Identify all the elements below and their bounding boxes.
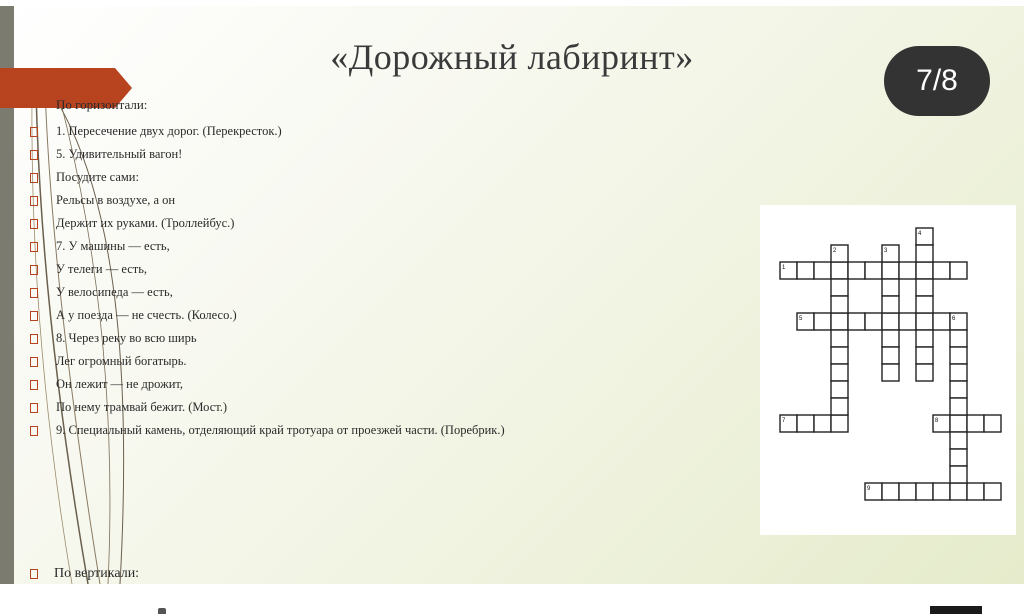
bullet-icon <box>30 219 38 229</box>
crossword-cell <box>848 262 865 279</box>
crossword-cell <box>831 381 848 398</box>
list-item-text: По нему трамвай бежит. (Мост.) <box>56 400 228 414</box>
bullet-icon <box>30 196 38 206</box>
list-item <box>30 396 505 419</box>
crossword-cell <box>899 262 916 279</box>
crossword-cell <box>882 364 899 381</box>
bottom-strip <box>0 584 1024 614</box>
crossword-cell <box>933 313 950 330</box>
crossword-cell <box>950 330 967 347</box>
list-item-text: 5. Удивительный вагон! <box>56 147 183 161</box>
crossword-image <box>760 205 1016 535</box>
list-item-text: 8. Через реку во всю ширь <box>56 331 197 345</box>
bullet-icon <box>30 403 38 413</box>
crossword-cell <box>916 313 933 330</box>
crossword-cell <box>848 313 865 330</box>
bullet-icon <box>30 173 38 183</box>
bullet-icon <box>30 311 38 321</box>
bullet-icon <box>30 288 38 298</box>
crossword-cell <box>899 483 916 500</box>
crossword-cell <box>950 262 967 279</box>
crossword-cell <box>831 279 848 296</box>
bullet-icon <box>30 426 38 436</box>
bullet-icon <box>30 380 38 390</box>
crossword-cell <box>950 364 967 381</box>
crossword-cell <box>797 415 814 432</box>
crossword-cell <box>950 432 967 449</box>
slide <box>0 6 1024 584</box>
list-item <box>30 120 505 143</box>
list-item-text: А у поезда — не счесть. (Колесо.) <box>56 308 237 322</box>
slide-title: «Дорожный лабиринт» <box>330 37 694 77</box>
list-item-text: 1. Пересечение двух дорог. (Перекресток.) <box>56 124 282 138</box>
bullet-icon <box>30 357 38 367</box>
list-item-text: Держит их руками. (Троллейбус.) <box>56 216 235 230</box>
list-item-text: Лег огромный богатырь. <box>56 354 187 368</box>
crossword-cell <box>967 415 984 432</box>
crossword-clue-number: 4 <box>918 231 922 237</box>
crossword-cell <box>882 262 899 279</box>
crossword-cell <box>916 296 933 313</box>
crossword-cell <box>899 313 916 330</box>
list-item-text: Он лежит — не дрожит, <box>56 377 184 391</box>
list-item-text: У велосипеда — есть, <box>56 285 173 299</box>
crossword-cell <box>916 279 933 296</box>
crossword-cell <box>882 347 899 364</box>
crossword-cell <box>984 415 1001 432</box>
crossword-cell <box>831 330 848 347</box>
crossword-cell <box>916 483 933 500</box>
crossword-cell <box>814 313 831 330</box>
crossword-cell <box>831 313 848 330</box>
crossword-cell <box>916 262 933 279</box>
crossword-cell <box>831 296 848 313</box>
crossword-cell <box>916 364 933 381</box>
list-item-text: Рельсы в воздухе, а он <box>56 193 176 207</box>
vertical-heading-row <box>30 566 139 582</box>
list-item-text: 9. Специальный камень, отделяющий край тротуара от проезжей части. (Поребрик.) <box>56 423 505 437</box>
crossword-cell <box>950 415 967 432</box>
crossword-clue-number: 6 <box>952 316 956 322</box>
list-item <box>30 189 505 212</box>
crossword-cell <box>831 364 848 381</box>
crossword-clue-number: 9 <box>867 486 871 492</box>
list-item <box>30 143 505 166</box>
crossword-clue-number: 1 <box>782 265 786 271</box>
crossword-cell <box>933 483 950 500</box>
crossword-cell <box>831 262 848 279</box>
bullet-icon <box>30 242 38 252</box>
bullet-icon <box>30 265 38 275</box>
bullet-icon <box>30 150 38 160</box>
crossword-cell <box>950 381 967 398</box>
crossword-cell <box>916 245 933 262</box>
list-item <box>30 235 505 258</box>
crossword-cell <box>882 330 899 347</box>
crossword-grid <box>760 205 1016 535</box>
crossword-cell <box>950 483 967 500</box>
bullet-icon <box>30 334 38 344</box>
list-item <box>30 327 505 350</box>
crossword-cell <box>984 483 1001 500</box>
crossword-cell <box>831 347 848 364</box>
crossword-clue-number: 7 <box>782 418 786 424</box>
crossword-cell <box>797 262 814 279</box>
clue-list <box>30 120 505 442</box>
list-item <box>30 166 505 189</box>
crossword-cell <box>865 262 882 279</box>
horizontal-heading: По горизонтали: <box>56 97 148 112</box>
list-item-text: 7. У машины — есть, <box>56 239 170 253</box>
bottom-right-mark <box>930 606 982 614</box>
bullet-icon <box>30 127 38 137</box>
crossword-cell <box>882 296 899 313</box>
page-indicator-badge[interactable]: 7/8 <box>884 46 990 116</box>
list-item-text: У телеги — есть, <box>56 262 148 276</box>
crossword-cell <box>814 415 831 432</box>
crossword-cell <box>882 313 899 330</box>
list-item <box>30 212 505 235</box>
list-item <box>30 304 505 327</box>
crossword-cell <box>865 313 882 330</box>
list-item-text: Посудите сами: <box>56 170 139 184</box>
crossword-cell <box>916 330 933 347</box>
list-item <box>30 281 505 304</box>
crossword-cell <box>916 347 933 364</box>
crossword-cell <box>950 449 967 466</box>
list-item <box>30 419 505 442</box>
crossword-clue-number: 8 <box>935 418 939 424</box>
bullet-icon <box>30 569 38 579</box>
crossword-cell <box>933 262 950 279</box>
crossword-cell <box>950 347 967 364</box>
crossword-cell <box>967 483 984 500</box>
crossword-cell <box>882 279 899 296</box>
list-item <box>30 373 505 396</box>
bottom-left-mark <box>158 608 166 614</box>
crossword-cell <box>814 262 831 279</box>
crossword-cell <box>950 466 967 483</box>
list-item <box>30 350 505 373</box>
vertical-heading: По вертикали: <box>54 566 140 581</box>
crossword-cell <box>831 398 848 415</box>
crossword-cell <box>882 483 899 500</box>
crossword-clue-number: 2 <box>833 248 837 254</box>
crossword-cell <box>950 398 967 415</box>
crossword-clue-number: 3 <box>884 248 888 254</box>
crossword-cell <box>831 415 848 432</box>
crossword-clue-number: 5 <box>799 316 803 322</box>
list-item <box>30 258 505 281</box>
